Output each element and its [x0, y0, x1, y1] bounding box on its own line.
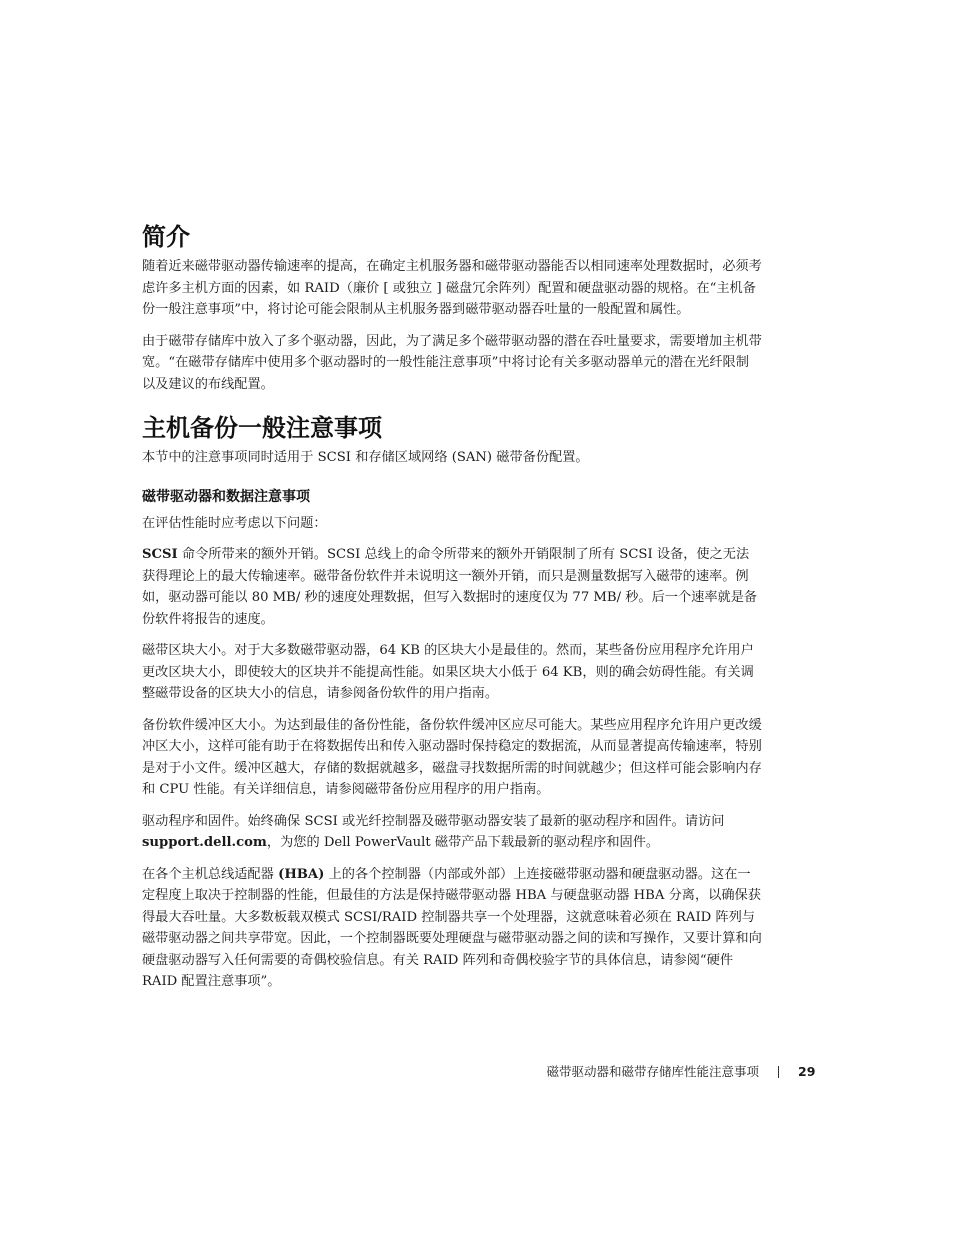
hba-paragraph — [142, 864, 762, 993]
scsi-text: 命令所带来的额外开销。SCSI 总线上的命令所带来的额外开销限制了所有 SCSI 设备，使之无法获得理论上的最大传输速率。磁带备份软件并未说明这一额外开销，而只是测量数据写入磁带的速率。例如，驱动器可能以 80 MB/ 秒的速度处理数据，但写入数据时的速度仅为 77 MB/ 秒。后一个速率就是备份软件将报告的速度。 — [142, 547, 758, 627]
section-heading-host-backup: 主机备份一般注意事项 — [142, 414, 382, 442]
intro-paragraph-2: 由于磁带存储库中放入了多个驱动器，因此，为了满足多个磁带驱动器的潜在吞吐量要求，需要增加主机带宽。“在磁带存储库中使用多个驱动器时的一般性能注意事项”中将讨论有关多驱动器单元的潜在光纤限制以及建议的布线配置。 — [142, 333, 762, 392]
scsi-term: SCSI — [142, 547, 178, 562]
host-paragraph-1: 本节中的注意事项同时适用于 SCSI 和存储区域网络 (SAN) 磁带备份配置。 — [142, 450, 589, 465]
block-size-paragraph: 磁带区块大小。对于大多数磁带驱动器，64 KB 的区块大小是最佳的。然而，某些备份应用程序允许用户更改区块大小，即使较大的区块并不能提高性能。如果区块大小低于 64 KB，则的确会妨碍性能。有关调整磁带设备的区块大小的信息，请参阅备份软件的用户指南。 — [142, 643, 754, 701]
footer-title: 磁带驱动器和磁带存储库性能注意事项 — [546, 1064, 759, 1079]
driver-firmware-paragraph — [142, 811, 762, 854]
buffer-size-paragraph: 备份软件缓冲区大小。为达到最佳的备份性能，备份软件缓冲区应尽可能大。某些应用程序允许用户更改缓冲区大小，这样可能有助于在将数据传出和传入驱动器时保持稳定的数据流，从而显著提高传输速率，特别是对于小文件。缓冲区越大，存储的数据就越多，磁盘寻找数据所需的时间就越少；但这样可能会影响内存和 CPU 性能。有关详细信息，请参阅磁带备份应用程序的用户指南。 — [142, 717, 762, 797]
drive-intro-paragraph: 在评估性能时应考虑以下问题： — [142, 515, 327, 531]
page-content — [142, 222, 762, 1003]
intro-paragraph-1: 随着近来磁带驱动器传输速率的提高，在确定主机服务器和磁带驱动器能否以相同速率处理数据时，必须考虑许多主机方面的因素，如 RAID（廉价 [ 或独立 ] 磁盘冗余阵列）配置和硬盘驱动器的规格。在“主机备份一般注意事项”中，将讨论可能会限制从主机服务器到磁带驱动器吞吐量的一般配置和属性。 — [142, 259, 762, 317]
page-footer — [0, 1062, 954, 1084]
driver-text-2: ，为您的 Dell PowerVault 磁带产品下载最新的驱动程序和固件。 — [266, 835, 660, 850]
footer-separator — [778, 1066, 779, 1078]
subsection-heading-drive-data: 磁带驱动器和数据注意事项 — [142, 488, 310, 505]
hba-term: (HBA) — [278, 866, 325, 882]
hba-text-2: 上的各个控制器（内部或外部）上连接磁带驱动器和硬盘驱动器。这在一定程度上取决于控制器的性能，但最佳的方法是保持磁带驱动器 HBA 与硬盘驱动器 HBA 分离，以确保获得最大吞吐量。大多数板载双模式 SCSI/RAID 控制器共享一个处理器，这就意味着必须在 RAID 阵列与磁带驱动器之间共享带宽。因此，一个控制器既要处理硬盘与磁带驱动器之间的读和写操作，又要计算和向硬盘驱动器写入任何需要的奇偶校验信息。有关 RAID 阵列和奇偶校验字节的具体信息，请参阅“硬件 RAID 配置注意事项”。 — [142, 866, 762, 989]
page-number: 29 — [798, 1064, 816, 1079]
driver-text-1: 驱动程序和固件。始终确保 SCSI 或光纤控制器及磁带驱动器安装了最新的驱动程序和固件。请访问 — [142, 813, 725, 829]
scsi-overhead-paragraph — [142, 544, 762, 630]
hba-text-1: 在各个主机总线适配器 — [142, 866, 279, 882]
support-link[interactable]: support.dell.com — [142, 835, 267, 850]
section-heading-intro: 简介 — [142, 223, 190, 251]
